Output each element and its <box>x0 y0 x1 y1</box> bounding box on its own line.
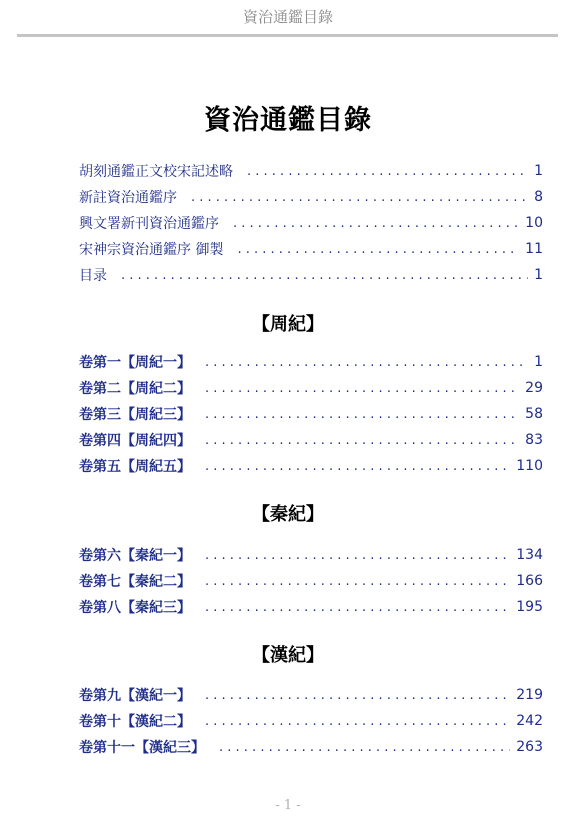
toc-entry-label: 卷第九【漢紀一】 <box>79 688 191 704</box>
toc-entry-page: 83 <box>525 432 543 448</box>
toc-entry-label: 卷第六【秦紀一】 <box>79 548 191 564</box>
dot-leader <box>205 355 528 370</box>
toc-entry-page: 11 <box>525 241 543 257</box>
dot-leader <box>219 740 510 755</box>
toc-entry-page: 263 <box>516 739 543 755</box>
dot-leader <box>237 242 519 257</box>
toc-entry-page: 195 <box>516 599 543 615</box>
toc-entry-page: 219 <box>516 687 543 703</box>
toc-entry-label: 卷第五【周紀五】 <box>79 459 191 475</box>
toc-entry-label: 目录 <box>79 268 107 284</box>
toc-entry-page: 10 <box>525 215 543 231</box>
toc-entry-xinzhu-preface[interactable] <box>79 186 543 208</box>
toc-entry-volume-10[interactable] <box>79 710 543 732</box>
toc-entry-label: 興文署新刊資治通鑑序 <box>79 216 219 232</box>
toc-entry-volume-11[interactable] <box>79 736 543 758</box>
toc-entry-page: 29 <box>525 380 543 396</box>
dot-leader <box>205 433 519 448</box>
toc-entry-page: 110 <box>516 458 543 474</box>
toc-entry-label: 宋神宗資治通鑑序 御製 <box>79 242 224 258</box>
toc-entry-page: 134 <box>516 547 543 563</box>
toc-entry-shenzong-preface[interactable] <box>79 238 543 260</box>
toc-entry-volume-6[interactable] <box>79 544 543 566</box>
dot-leader <box>205 548 510 563</box>
toc-entry-page: 242 <box>516 713 543 729</box>
toc-entry-page: 1 <box>534 163 543 179</box>
toc-entry-label: 卷第一【周紀一】 <box>79 355 191 371</box>
toc-entry-label: 卷第十一【漢紀三】 <box>79 740 205 756</box>
toc-entry-xingwenshu-preface[interactable] <box>79 212 543 234</box>
header-divider <box>17 34 558 37</box>
toc-entry-jiaosongji[interactable] <box>79 160 543 182</box>
toc-entry-page: 1 <box>534 267 543 283</box>
toc-entry-page: 58 <box>525 406 543 422</box>
toc-entry-volume-4[interactable] <box>79 429 543 451</box>
toc-entry-volume-3[interactable] <box>79 403 543 425</box>
toc-entry-label: 胡刻通鑑正文校宋記述略 <box>79 164 233 180</box>
toc-entry-page: 166 <box>516 573 543 589</box>
toc-entry-volume-1[interactable] <box>79 351 543 373</box>
toc-entry-volume-2[interactable] <box>79 377 543 399</box>
dot-leader <box>205 381 519 396</box>
toc-entry-mulu[interactable] <box>79 264 543 286</box>
dot-leader <box>205 574 510 589</box>
toc-entry-label: 卷第十【漢紀二】 <box>79 714 191 730</box>
section-title-qin: 【秦紀】 <box>252 504 324 525</box>
dot-leader <box>247 164 528 179</box>
toc-entry-volume-5[interactable] <box>79 455 543 477</box>
section-title-zhou: 【周紀】 <box>252 314 324 335</box>
toc-entry-volume-7[interactable] <box>79 570 543 592</box>
dot-leader <box>205 600 510 615</box>
dot-leader <box>191 190 528 205</box>
dot-leader <box>205 714 510 729</box>
toc-entry-page: 1 <box>534 354 543 370</box>
toc-entry-label: 卷第二【周紀二】 <box>79 381 191 397</box>
section-title-han: 【漢紀】 <box>252 645 324 666</box>
dot-leader <box>233 216 519 231</box>
dot-leader <box>205 407 519 422</box>
toc-entry-label: 卷第三【周紀三】 <box>79 407 191 423</box>
toc-entry-label: 卷第七【秦紀二】 <box>79 574 191 590</box>
dot-leader <box>121 268 528 283</box>
dot-leader <box>205 688 510 703</box>
running-header: 資治通鑑目錄 <box>242 8 333 26</box>
dot-leader <box>205 459 510 474</box>
toc-entry-volume-9[interactable] <box>79 684 543 706</box>
page-number-footer: - 1 - <box>275 798 301 813</box>
toc-entry-label: 卷第八【秦紀三】 <box>79 600 191 616</box>
toc-entry-label: 新註資治通鑑序 <box>79 190 177 206</box>
toc-entry-volume-8[interactable] <box>79 596 543 618</box>
document-title: 資治通鑑目錄 <box>204 105 372 136</box>
toc-entry-label: 卷第四【周紀四】 <box>79 433 191 449</box>
toc-entry-page: 8 <box>534 189 543 205</box>
